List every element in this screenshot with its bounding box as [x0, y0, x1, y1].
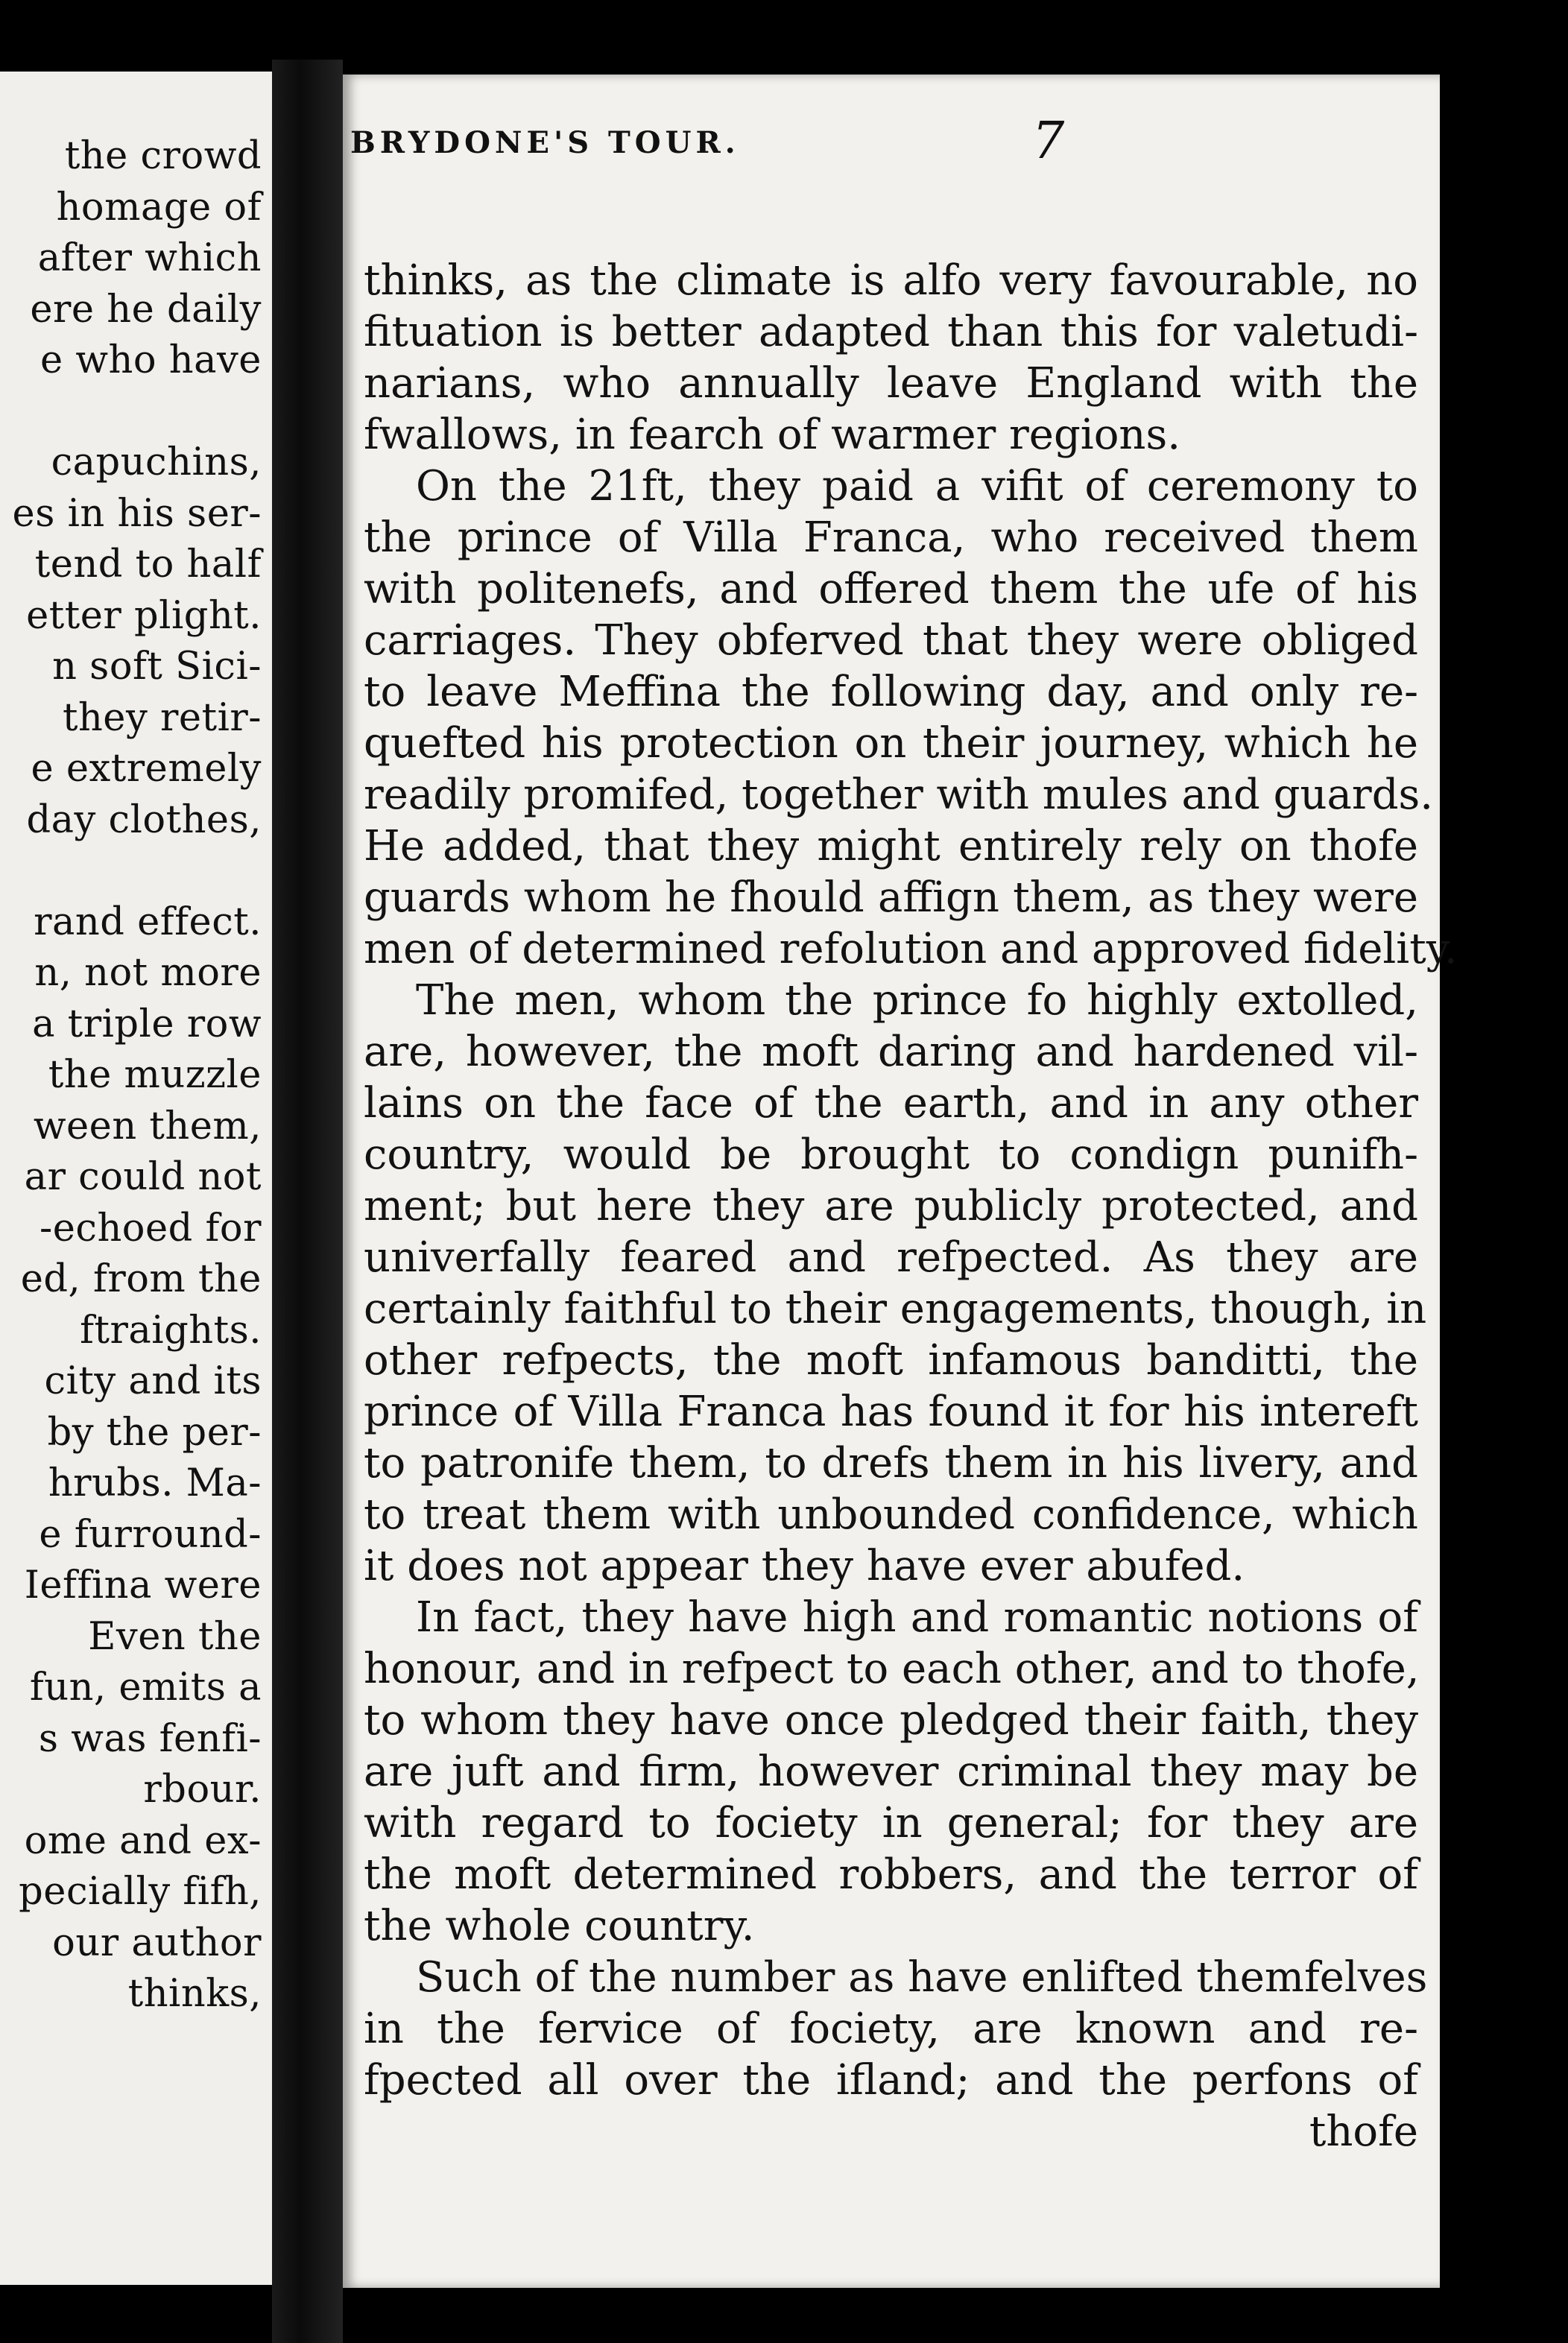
text-line: narians, who annually leave England with the — [364, 359, 1418, 408]
left-page-line: ween them, — [33, 1104, 262, 1148]
left-page-line: day clothes, — [26, 797, 262, 842]
left-page-line: e who have — [39, 338, 262, 382]
text-line: In fact, they have high and romantic notions of — [416, 1593, 1418, 1642]
left-page-line: after which — [37, 236, 262, 280]
page-header — [350, 112, 1088, 185]
text-line: readily promifed, together with mules and guards. — [364, 771, 1434, 819]
text-line: fituation is better adapted than this for valetudi- — [364, 308, 1418, 356]
text-line: the prince of Villa Franca, who received them — [364, 513, 1418, 562]
text-line: men of determined refolution and approved fidelity. — [364, 925, 1458, 973]
left-page-line: ar could not — [24, 1155, 262, 1199]
running-title: BRYDONE'S TOUR. — [350, 125, 740, 160]
text-line: univerfally feared and refpected. As they are — [364, 1233, 1418, 1282]
left-page-line: hrubs. Ma- — [48, 1461, 262, 1505]
left-page-line: our author — [52, 1920, 262, 1965]
text-line: He added, that they might entirely rely on thofe — [364, 822, 1418, 870]
text-line: to patronife them, to drefs them in his livery, and — [364, 1439, 1418, 1487]
text-line: carriages. They obferved that they were obliged — [364, 616, 1418, 665]
left-page-line: Ieffina were — [24, 1563, 262, 1607]
text-line: thofe — [1309, 2108, 1418, 2156]
text-line: lains on the face of the earth, and in any other — [364, 1079, 1418, 1128]
text-line: guards whom he fhould affign them, as they were — [364, 873, 1418, 922]
text-line: are, however, the moft daring and hardened vil- — [364, 1028, 1418, 1076]
left-page-line: n, not more — [34, 951, 262, 995]
text-line: with politenefs, and offered them the ufe of his — [364, 565, 1418, 613]
page-number: 7 — [1032, 112, 1065, 171]
left-page-line: by the per- — [47, 1410, 262, 1455]
left-page-line: e furround- — [39, 1512, 262, 1557]
left-page-line: -echoed for — [39, 1206, 262, 1250]
text-line: On the 21ft, they paid a vifit of ceremony to — [416, 462, 1418, 510]
text-line: with regard to fociety in general; for they are — [364, 1799, 1418, 1847]
text-line: fwallows, in fearch of warmer regions. — [364, 411, 1181, 459]
left-page-line: n soft Sici- — [52, 645, 262, 689]
text-line: ment; but here they are publicly protected, and — [364, 1182, 1418, 1230]
text-line: honour, and in refpect to each other, and to thofe, — [364, 1645, 1420, 1693]
left-page-line: e extremely — [31, 747, 262, 791]
left-page-line: rand effect. — [34, 899, 262, 944]
left-page-line: the muzzle — [48, 1053, 262, 1097]
left-page-line: pecially fifh, — [19, 1870, 262, 1914]
text-line: the moft determined robbers, and the terror of — [364, 1850, 1418, 1899]
book-gutter — [272, 60, 343, 2343]
text-line: in the fervice of fociety, are known and re- — [364, 2005, 1418, 2053]
left-page-line: es in his ser- — [12, 491, 262, 536]
left-page-line: ome and ex- — [24, 1818, 262, 1863]
text-line: The men, whom the prince fo highly extolled, — [416, 976, 1418, 1025]
left-page-line: tend to half — [34, 543, 262, 586]
left-page-line: ere he daily — [30, 287, 262, 332]
left-page-line: homage of — [56, 185, 262, 230]
body-text — [364, 255, 1458, 2157]
text-line: the whole country. — [364, 1902, 755, 1950]
text-line: thinks, as the climate is alfo very favourable, no — [364, 256, 1418, 305]
text-line: Such of the number as have enlifted themfelves — [416, 1953, 1428, 2002]
left-page-line: capuchins, — [51, 440, 262, 484]
text-line: to treat them with unbounded confidence, which — [364, 1490, 1418, 1539]
text-line: to leave Meffina the following day, and only re- — [364, 668, 1418, 716]
text-line: country, would be brought to condign punifh- — [364, 1131, 1418, 1179]
text-line: to whom they have once pledged their faith, they — [364, 1696, 1418, 1745]
text-line: prince of Villa Franca has found it for his intereft — [364, 1388, 1418, 1436]
left-page-line: fun, emits a — [29, 1666, 262, 1710]
text-line: quefted his protection on their journey, which he — [364, 719, 1418, 768]
left-page-line: etter plight. — [26, 593, 262, 638]
left-page-fragment — [0, 72, 272, 2285]
text-line: it does not appear they have ever abufed. — [364, 1542, 1245, 1590]
left-page-line: s was fenfi- — [38, 1716, 262, 1761]
text-line: are juft and firm, however criminal they may be — [364, 1748, 1418, 1796]
text-line: other refpects, the moft infamous banditti, the — [364, 1336, 1418, 1385]
left-page-line: a triple row — [32, 1002, 262, 1046]
text-line: fpected all over the ifland; and the perfons of — [364, 2056, 1418, 2105]
left-page-line: city and its — [44, 1359, 262, 1403]
left-page-line: thinks, — [127, 1972, 262, 2016]
left-page-line: ftraights. — [80, 1308, 262, 1353]
left-page-line: ed, from the — [20, 1257, 262, 1301]
text-line: certainly faithful to their engagements, though, in — [364, 1285, 1427, 1333]
left-page-line: the crowd — [64, 134, 262, 178]
left-page-line: rbour. — [143, 1768, 262, 1812]
left-page-line: Even the — [88, 1614, 262, 1659]
left-page-line: they retir- — [62, 695, 262, 740]
